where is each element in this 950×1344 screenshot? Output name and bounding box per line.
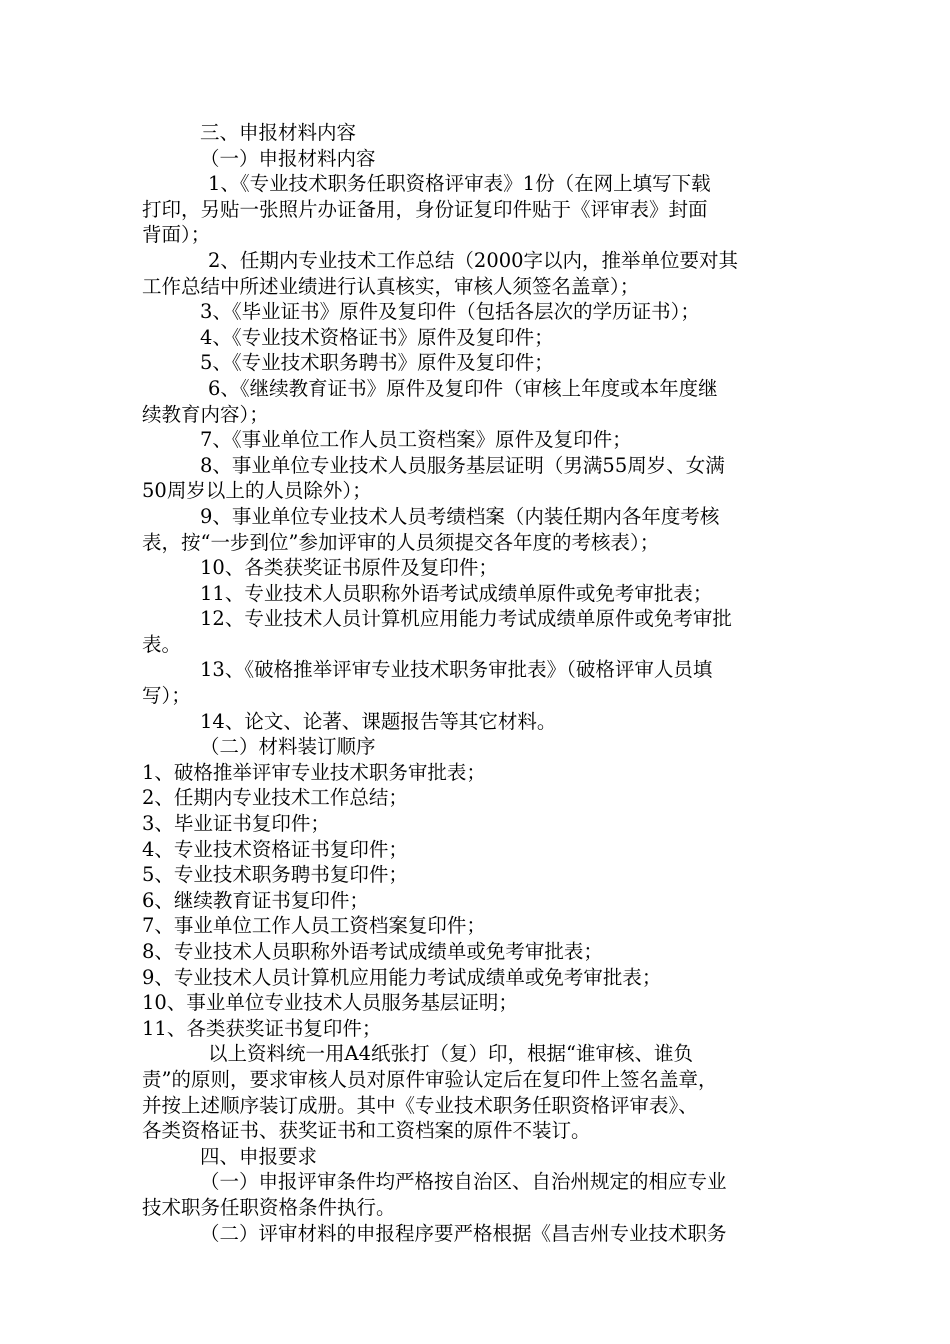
text-line: 9、事业单位专业技术人员考绩档案（内装任期内各年度考核 xyxy=(200,504,720,528)
text-line: 2、任期内专业技术工作总结（2000字以内，推举单位要对其 xyxy=(208,248,739,272)
text-line: 工作总结中所述业绩进行认真核实，审核人须签名盖章）； xyxy=(142,274,640,298)
text-line: 3、毕业证书复印件； xyxy=(142,812,330,836)
text-line: 各类资格证书、获奖证书和工资档案的原件不装订。 xyxy=(142,1119,591,1143)
text-line: 责”的原则，要求审核人员对原件审验认定后在复印件上签名盖章， xyxy=(142,1067,718,1091)
text-line: 以上资料统一用A4纸张打（复）印，根据“谁审核、谁负 xyxy=(208,1042,693,1066)
text-line: 打印，另贴一张照片办证备用，身份证复印件贴于《评审表》封面 xyxy=(142,197,708,221)
text-line: 续教育内容）； xyxy=(142,402,269,426)
text-line: 10、各类获奖证书原件及复印件； xyxy=(200,556,498,580)
text-line: 6、《继续教育证书》原件及复印件（审核上年度或本年度继 xyxy=(208,376,718,400)
text-line: 8、专业技术人员职称外语考试成绩单或免考审批表； xyxy=(142,940,603,963)
text-line: 6、继续教育证书复印件； xyxy=(142,888,369,912)
text-line: 1、破格推举评审专业技术职务审批表； xyxy=(142,760,486,784)
text-line: （一）申报评审条件均严格按自治区、自治州规定的相应专业 xyxy=(200,1170,727,1194)
text-line: 并按上述顺序装订成册。其中《专业技术职务任职资格评审表》、 xyxy=(142,1093,698,1117)
text-line: 背面）； xyxy=(142,223,211,247)
text-line: （二）材料装订顺序 xyxy=(200,735,376,759)
text-line: 8、事业单位专业技术人员服务基层证明（男满55周岁、女满 xyxy=(200,453,725,477)
text-line: 10、事业单位专业技术人员服务基层证明； xyxy=(142,991,518,1015)
text-line: 表。 xyxy=(142,632,182,656)
text-line: 12、专业技术人员计算机应用能力考试成绩单原件或免考审批 xyxy=(200,607,732,631)
text-line: 4、专业技术资格证书复印件； xyxy=(142,837,408,861)
text-line: 写）； xyxy=(142,684,191,708)
text-line: 11、各类获奖证书复印件； xyxy=(142,1016,382,1040)
text-line: 5、《专业技术职务聘书》原件及复印件； xyxy=(200,351,554,375)
text-line: 14、论文、论著、课题报告等其它材料。 xyxy=(200,709,557,733)
text-line: 11、专业技术人员职称外语考试成绩单原件或免考审批表； xyxy=(200,581,713,605)
text-line: 50周岁以上的人员除外）； xyxy=(142,479,372,503)
text-line: 13、《破格推举评审专业技术职务审批表》（破格评审人员填 xyxy=(200,658,713,682)
text-line: （一）申报材料内容 xyxy=(200,146,376,170)
text-line: 表，按“一步到位”参加评审的人员须提交各年度的考核表）； xyxy=(142,530,660,554)
text-line: 3、《毕业证书》原件及复印件（包括各层次的学历证书）； xyxy=(200,300,700,324)
text-line: 4、《专业技术资格证书》原件及复印件； xyxy=(200,325,554,349)
text-line: 三、申报材料内容 xyxy=(200,121,357,144)
text-line: 四、申报要求 xyxy=(200,1144,318,1168)
text-line: （二）评审材料的申报程序要严格根据《昌吉州专业技术职务 xyxy=(200,1221,727,1245)
document-body xyxy=(142,120,812,1246)
text-line: 5、专业技术职务聘书复印件； xyxy=(142,863,408,887)
text-line: 7、《事业单位工作人员工资档案》原件及复印件； xyxy=(200,428,632,452)
text-line: 7、事业单位工作人员工资档案复印件； xyxy=(142,914,486,938)
text-line: 技术职务任职资格条件执行。 xyxy=(142,1195,396,1219)
text-line: 9、专业技术人员计算机应用能力考试成绩单或免考审批表； xyxy=(142,965,662,989)
text-line: 1、《专业技术职务任职资格评审表》1份（在网上填写下载 xyxy=(208,172,711,196)
text-line: 2、任期内专业技术工作总结； xyxy=(142,786,408,810)
